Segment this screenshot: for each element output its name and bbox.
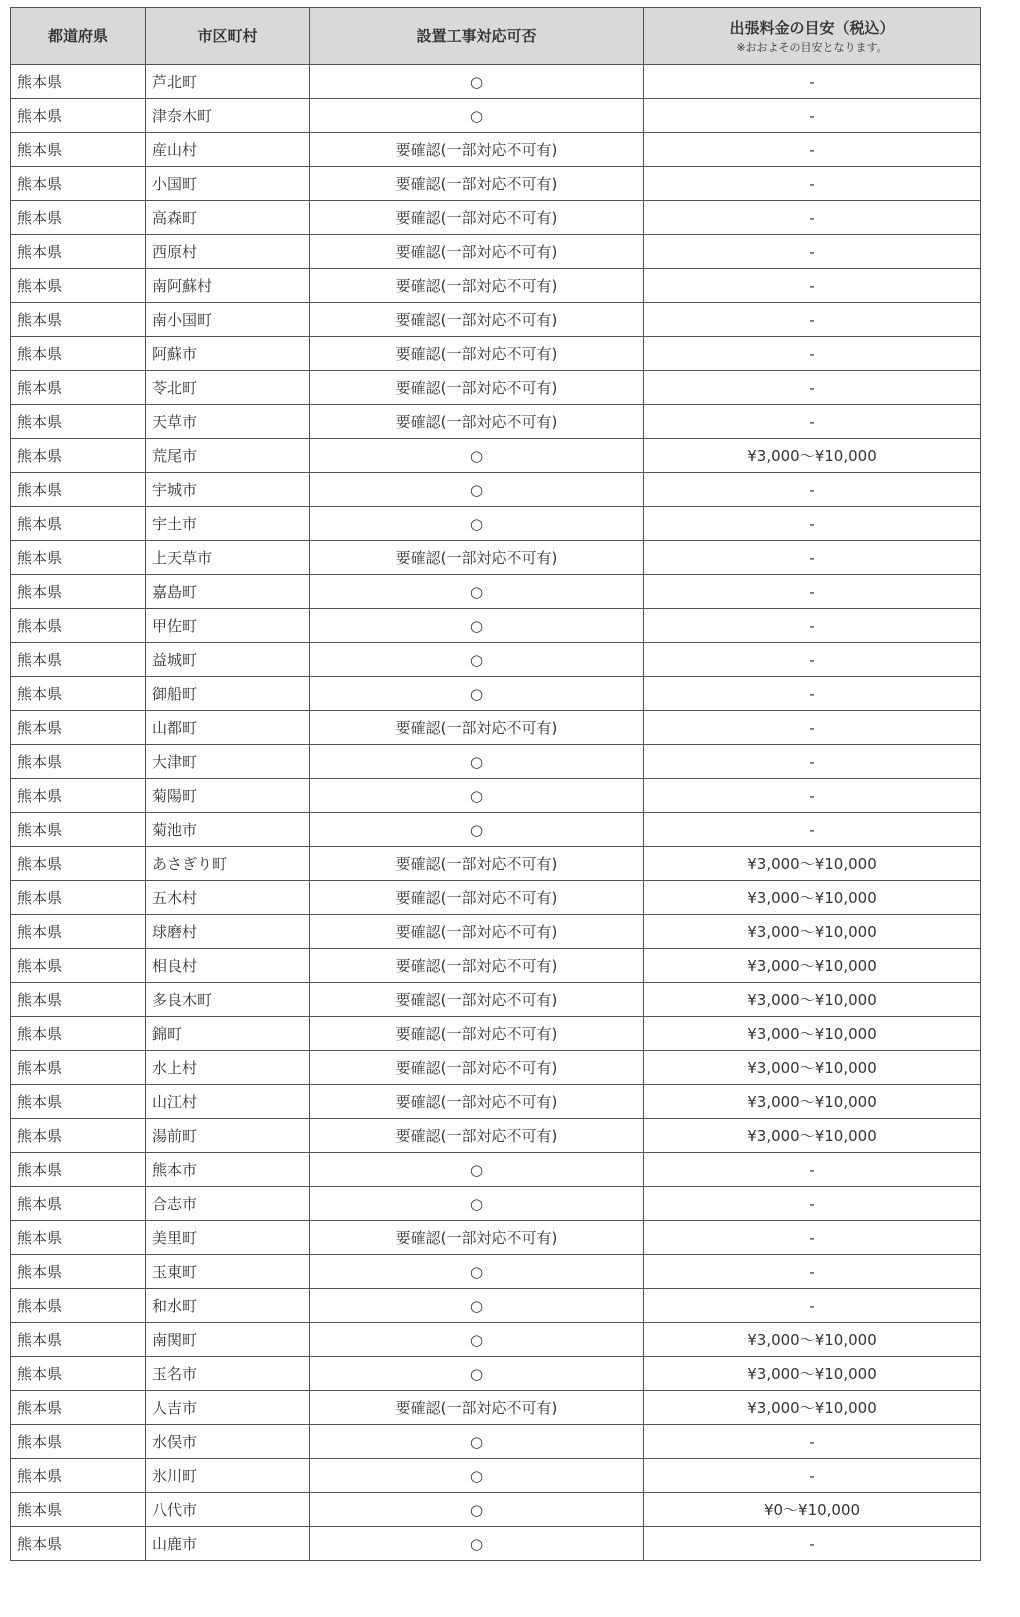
installation-cell: ○ bbox=[310, 1459, 644, 1493]
table-row bbox=[11, 371, 981, 405]
installation-cell: 要確認(一部対応不可有) bbox=[310, 1085, 644, 1119]
fee-cell: ¥3,000～¥10,000 bbox=[644, 1323, 981, 1357]
city-cell: 美里町 bbox=[146, 1221, 310, 1255]
city-cell: 玉名市 bbox=[146, 1357, 310, 1391]
installation-cell: 要確認(一部対応不可有) bbox=[310, 915, 644, 949]
fee-cell: - bbox=[644, 371, 981, 405]
table-row bbox=[11, 847, 981, 881]
service-area-table bbox=[10, 7, 981, 1561]
city-cell: 益城町 bbox=[146, 643, 310, 677]
table-row bbox=[11, 65, 981, 99]
table-row bbox=[11, 1017, 981, 1051]
fee-cell: ¥3,000～¥10,000 bbox=[644, 983, 981, 1017]
fee-cell: ¥3,000～¥10,000 bbox=[644, 439, 981, 473]
installation-cell: ○ bbox=[310, 507, 644, 541]
table-row bbox=[11, 609, 981, 643]
fee-cell: - bbox=[644, 541, 981, 575]
header-fee bbox=[644, 8, 981, 65]
prefecture-cell: 熊本県 bbox=[11, 337, 146, 371]
installation-cell: 要確認(一部対応不可有) bbox=[310, 371, 644, 405]
prefecture-cell: 熊本県 bbox=[11, 643, 146, 677]
city-cell: 球磨村 bbox=[146, 915, 310, 949]
city-cell: 五木村 bbox=[146, 881, 310, 915]
city-cell: 宇土市 bbox=[146, 507, 310, 541]
table-row bbox=[11, 303, 981, 337]
table-row bbox=[11, 1527, 981, 1561]
prefecture-cell: 熊本県 bbox=[11, 915, 146, 949]
installation-cell: ○ bbox=[310, 1153, 644, 1187]
installation-cell: 要確認(一部対応不可有) bbox=[310, 337, 644, 371]
prefecture-cell: 熊本県 bbox=[11, 881, 146, 915]
installation-cell: 要確認(一部対応不可有) bbox=[310, 1017, 644, 1051]
installation-cell: 要確認(一部対応不可有) bbox=[310, 1051, 644, 1085]
installation-cell: ○ bbox=[310, 1425, 644, 1459]
fee-cell: - bbox=[644, 677, 981, 711]
installation-cell: ○ bbox=[310, 813, 644, 847]
header-fee-note: ※おおよその目安となります。 bbox=[736, 40, 888, 54]
city-cell: 菊池市 bbox=[146, 813, 310, 847]
fee-cell: - bbox=[644, 643, 981, 677]
city-cell: 甲佐町 bbox=[146, 609, 310, 643]
installation-cell: ○ bbox=[310, 609, 644, 643]
table-row bbox=[11, 269, 981, 303]
fee-cell: - bbox=[644, 337, 981, 371]
fee-cell: - bbox=[644, 1459, 981, 1493]
city-cell: 八代市 bbox=[146, 1493, 310, 1527]
table-row bbox=[11, 507, 981, 541]
installation-cell: ○ bbox=[310, 1493, 644, 1527]
table-row bbox=[11, 1323, 981, 1357]
installation-cell: ○ bbox=[310, 745, 644, 779]
prefecture-cell: 熊本県 bbox=[11, 303, 146, 337]
installation-cell: ○ bbox=[310, 643, 644, 677]
fee-cell: - bbox=[644, 1187, 981, 1221]
fee-cell: - bbox=[644, 609, 981, 643]
prefecture-cell: 熊本県 bbox=[11, 1289, 146, 1323]
prefecture-cell: 熊本県 bbox=[11, 1459, 146, 1493]
table-row bbox=[11, 1357, 981, 1391]
fee-cell: - bbox=[644, 1255, 981, 1289]
installation-cell: ○ bbox=[310, 1323, 644, 1357]
table-row bbox=[11, 1459, 981, 1493]
prefecture-cell: 熊本県 bbox=[11, 371, 146, 405]
prefecture-cell: 熊本県 bbox=[11, 949, 146, 983]
city-cell: 錦町 bbox=[146, 1017, 310, 1051]
installation-cell: ○ bbox=[310, 677, 644, 711]
prefecture-cell: 熊本県 bbox=[11, 575, 146, 609]
city-cell: 湯前町 bbox=[146, 1119, 310, 1153]
installation-cell: 要確認(一部対応不可有) bbox=[310, 303, 644, 337]
prefecture-cell: 熊本県 bbox=[11, 1221, 146, 1255]
installation-cell: ○ bbox=[310, 1255, 644, 1289]
installation-cell: 要確認(一部対応不可有) bbox=[310, 1221, 644, 1255]
table-header-row bbox=[11, 8, 981, 65]
installation-cell: ○ bbox=[310, 1187, 644, 1221]
installation-cell: 要確認(一部対応不可有) bbox=[310, 983, 644, 1017]
prefecture-cell: 熊本県 bbox=[11, 609, 146, 643]
table-row bbox=[11, 1425, 981, 1459]
table-row bbox=[11, 439, 981, 473]
table-row bbox=[11, 1289, 981, 1323]
fee-cell: ¥3,000～¥10,000 bbox=[644, 1051, 981, 1085]
installation-cell: 要確認(一部対応不可有) bbox=[310, 881, 644, 915]
fee-cell: - bbox=[644, 167, 981, 201]
fee-cell: ¥3,000～¥10,000 bbox=[644, 1085, 981, 1119]
city-cell: 水上村 bbox=[146, 1051, 310, 1085]
table-row bbox=[11, 643, 981, 677]
table-row bbox=[11, 745, 981, 779]
installation-cell: 要確認(一部対応不可有) bbox=[310, 269, 644, 303]
fee-cell: - bbox=[644, 99, 981, 133]
fee-cell: - bbox=[644, 473, 981, 507]
city-cell: 産山村 bbox=[146, 133, 310, 167]
table-row bbox=[11, 541, 981, 575]
prefecture-cell: 熊本県 bbox=[11, 1017, 146, 1051]
city-cell: 津奈木町 bbox=[146, 99, 310, 133]
city-cell: 御船町 bbox=[146, 677, 310, 711]
prefecture-cell: 熊本県 bbox=[11, 1425, 146, 1459]
city-cell: 山都町 bbox=[146, 711, 310, 745]
table-row bbox=[11, 1051, 981, 1085]
city-cell: 山江村 bbox=[146, 1085, 310, 1119]
fee-cell: - bbox=[644, 1221, 981, 1255]
table-row bbox=[11, 711, 981, 745]
installation-cell: 要確認(一部対応不可有) bbox=[310, 541, 644, 575]
header-installation: 設置工事対応可否 bbox=[310, 8, 644, 65]
installation-cell: 要確認(一部対応不可有) bbox=[310, 1119, 644, 1153]
city-cell: 熊本市 bbox=[146, 1153, 310, 1187]
fee-cell: - bbox=[644, 1289, 981, 1323]
prefecture-cell: 熊本県 bbox=[11, 405, 146, 439]
city-cell: 水俣市 bbox=[146, 1425, 310, 1459]
city-cell: 芦北町 bbox=[146, 65, 310, 99]
installation-cell: 要確認(一部対応不可有) bbox=[310, 1391, 644, 1425]
installation-cell: 要確認(一部対応不可有) bbox=[310, 201, 644, 235]
prefecture-cell: 熊本県 bbox=[11, 1119, 146, 1153]
city-cell: 西原村 bbox=[146, 235, 310, 269]
city-cell: 宇城市 bbox=[146, 473, 310, 507]
fee-cell: - bbox=[644, 745, 981, 779]
prefecture-cell: 熊本県 bbox=[11, 1085, 146, 1119]
prefecture-cell: 熊本県 bbox=[11, 1493, 146, 1527]
city-cell: 玉東町 bbox=[146, 1255, 310, 1289]
city-cell: 人吉市 bbox=[146, 1391, 310, 1425]
fee-cell: - bbox=[644, 235, 981, 269]
fee-cell: - bbox=[644, 779, 981, 813]
prefecture-cell: 熊本県 bbox=[11, 65, 146, 99]
fee-cell: - bbox=[644, 1153, 981, 1187]
city-cell: 相良村 bbox=[146, 949, 310, 983]
table-row bbox=[11, 1255, 981, 1289]
prefecture-cell: 熊本県 bbox=[11, 235, 146, 269]
table-row bbox=[11, 167, 981, 201]
city-cell: 氷川町 bbox=[146, 1459, 310, 1493]
table-row bbox=[11, 133, 981, 167]
table-row bbox=[11, 1085, 981, 1119]
table-row bbox=[11, 405, 981, 439]
installation-cell: ○ bbox=[310, 439, 644, 473]
prefecture-cell: 熊本県 bbox=[11, 541, 146, 575]
table-row bbox=[11, 99, 981, 133]
fee-cell: ¥3,000～¥10,000 bbox=[644, 915, 981, 949]
installation-cell: ○ bbox=[310, 1527, 644, 1561]
table-row bbox=[11, 1119, 981, 1153]
fee-cell: - bbox=[644, 405, 981, 439]
table-row bbox=[11, 881, 981, 915]
fee-cell: - bbox=[644, 133, 981, 167]
fee-cell: - bbox=[644, 1527, 981, 1561]
city-cell: 和水町 bbox=[146, 1289, 310, 1323]
fee-cell: - bbox=[644, 711, 981, 745]
fee-cell: - bbox=[644, 65, 981, 99]
prefecture-cell: 熊本県 bbox=[11, 1051, 146, 1085]
installation-cell: 要確認(一部対応不可有) bbox=[310, 847, 644, 881]
table-row bbox=[11, 813, 981, 847]
prefecture-cell: 熊本県 bbox=[11, 711, 146, 745]
prefecture-cell: 熊本県 bbox=[11, 847, 146, 881]
installation-cell: ○ bbox=[310, 779, 644, 813]
fee-cell: ¥3,000～¥10,000 bbox=[644, 1017, 981, 1051]
header-prefecture: 都道府県 bbox=[11, 8, 146, 65]
prefecture-cell: 熊本県 bbox=[11, 201, 146, 235]
installation-cell: ○ bbox=[310, 1357, 644, 1391]
prefecture-cell: 熊本県 bbox=[11, 167, 146, 201]
prefecture-cell: 熊本県 bbox=[11, 133, 146, 167]
city-cell: 小国町 bbox=[146, 167, 310, 201]
prefecture-cell: 熊本県 bbox=[11, 813, 146, 847]
prefecture-cell: 熊本県 bbox=[11, 269, 146, 303]
fee-cell: - bbox=[644, 1425, 981, 1459]
table-row bbox=[11, 677, 981, 711]
fee-cell: ¥3,000～¥10,000 bbox=[644, 1391, 981, 1425]
prefecture-cell: 熊本県 bbox=[11, 1153, 146, 1187]
city-cell: 阿蘇市 bbox=[146, 337, 310, 371]
prefecture-cell: 熊本県 bbox=[11, 1391, 146, 1425]
table-row bbox=[11, 337, 981, 371]
prefecture-cell: 熊本県 bbox=[11, 745, 146, 779]
city-cell: 上天草市 bbox=[146, 541, 310, 575]
city-cell: 南関町 bbox=[146, 1323, 310, 1357]
fee-cell: - bbox=[644, 813, 981, 847]
fee-cell: ¥3,000～¥10,000 bbox=[644, 949, 981, 983]
city-cell: 大津町 bbox=[146, 745, 310, 779]
installation-cell: 要確認(一部対応不可有) bbox=[310, 167, 644, 201]
installation-cell: ○ bbox=[310, 1289, 644, 1323]
city-cell: 南小国町 bbox=[146, 303, 310, 337]
prefecture-cell: 熊本県 bbox=[11, 1323, 146, 1357]
table-row bbox=[11, 949, 981, 983]
prefecture-cell: 熊本県 bbox=[11, 507, 146, 541]
fee-cell: ¥3,000～¥10,000 bbox=[644, 847, 981, 881]
fee-cell: ¥3,000～¥10,000 bbox=[644, 881, 981, 915]
table-row bbox=[11, 575, 981, 609]
prefecture-cell: 熊本県 bbox=[11, 99, 146, 133]
table-row bbox=[11, 473, 981, 507]
prefecture-cell: 熊本県 bbox=[11, 1255, 146, 1289]
prefecture-cell: 熊本県 bbox=[11, 473, 146, 507]
table-row bbox=[11, 1221, 981, 1255]
fee-cell: - bbox=[644, 201, 981, 235]
prefecture-cell: 熊本県 bbox=[11, 779, 146, 813]
table-row bbox=[11, 915, 981, 949]
installation-cell: ○ bbox=[310, 65, 644, 99]
fee-cell: - bbox=[644, 303, 981, 337]
city-cell: 多良木町 bbox=[146, 983, 310, 1017]
fee-cell: ¥3,000～¥10,000 bbox=[644, 1119, 981, 1153]
table-row bbox=[11, 1493, 981, 1527]
fee-cell: ¥0～¥10,000 bbox=[644, 1493, 981, 1527]
header-fee-label: 出張料金の目安（税込） bbox=[729, 18, 895, 37]
table-row bbox=[11, 983, 981, 1017]
table-row bbox=[11, 1153, 981, 1187]
installation-cell: 要確認(一部対応不可有) bbox=[310, 949, 644, 983]
city-cell: 荒尾市 bbox=[146, 439, 310, 473]
header-city: 市区町村 bbox=[146, 8, 310, 65]
fee-cell: ¥3,000～¥10,000 bbox=[644, 1357, 981, 1391]
prefecture-cell: 熊本県 bbox=[11, 983, 146, 1017]
prefecture-cell: 熊本県 bbox=[11, 677, 146, 711]
prefecture-cell: 熊本県 bbox=[11, 1187, 146, 1221]
installation-cell: ○ bbox=[310, 473, 644, 507]
prefecture-cell: 熊本県 bbox=[11, 1527, 146, 1561]
city-cell: 合志市 bbox=[146, 1187, 310, 1221]
fee-cell: - bbox=[644, 575, 981, 609]
table-row bbox=[11, 1187, 981, 1221]
table-row bbox=[11, 235, 981, 269]
city-cell: 高森町 bbox=[146, 201, 310, 235]
installation-cell: 要確認(一部対応不可有) bbox=[310, 711, 644, 745]
table-row bbox=[11, 779, 981, 813]
city-cell: 嘉島町 bbox=[146, 575, 310, 609]
installation-cell: 要確認(一部対応不可有) bbox=[310, 405, 644, 439]
installation-cell: ○ bbox=[310, 575, 644, 609]
city-cell: あさぎり町 bbox=[146, 847, 310, 881]
installation-cell: 要確認(一部対応不可有) bbox=[310, 133, 644, 167]
installation-cell: ○ bbox=[310, 99, 644, 133]
city-cell: 天草市 bbox=[146, 405, 310, 439]
prefecture-cell: 熊本県 bbox=[11, 1357, 146, 1391]
prefecture-cell: 熊本県 bbox=[11, 439, 146, 473]
city-cell: 山鹿市 bbox=[146, 1527, 310, 1561]
table-row bbox=[11, 201, 981, 235]
city-cell: 南阿蘇村 bbox=[146, 269, 310, 303]
fee-cell: - bbox=[644, 507, 981, 541]
fee-cell: - bbox=[644, 269, 981, 303]
table-row bbox=[11, 1391, 981, 1425]
city-cell: 菊陽町 bbox=[146, 779, 310, 813]
installation-cell: 要確認(一部対応不可有) bbox=[310, 235, 644, 269]
city-cell: 苓北町 bbox=[146, 371, 310, 405]
